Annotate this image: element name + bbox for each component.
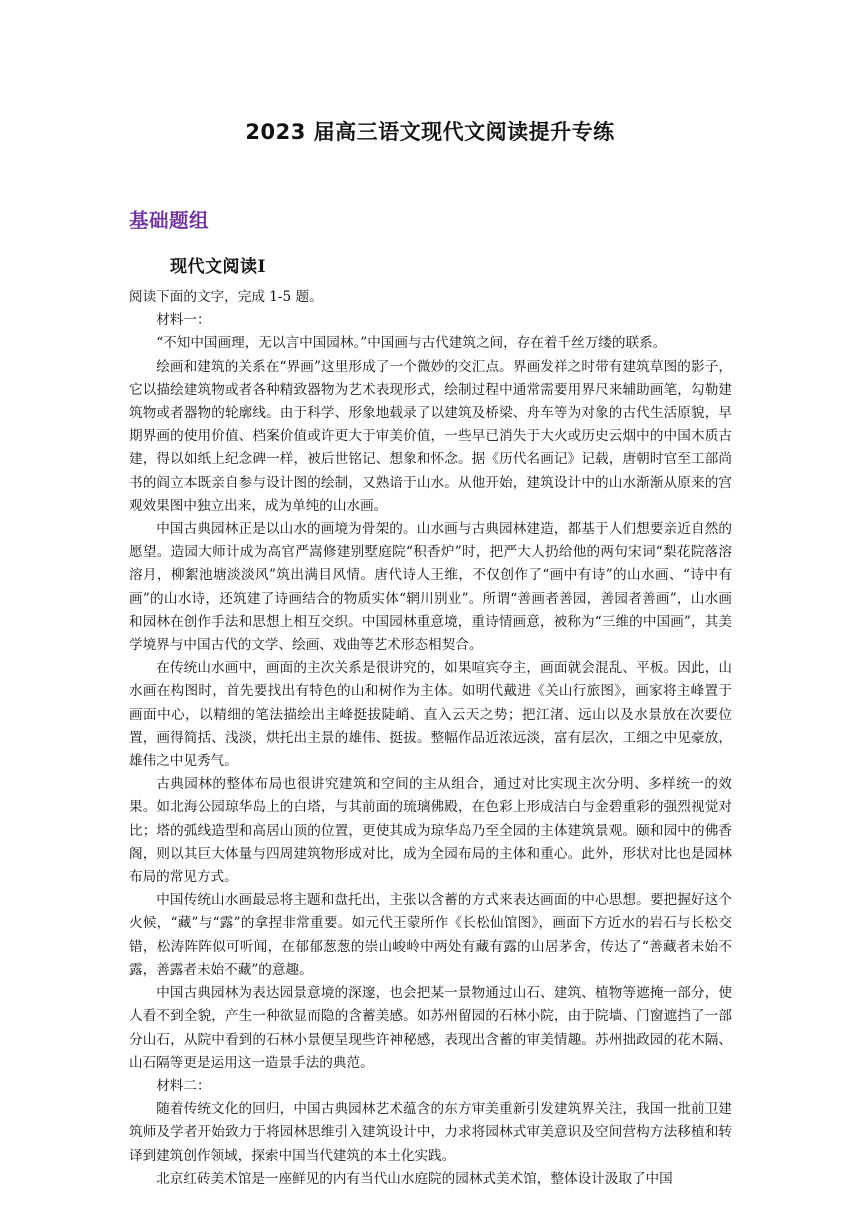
paragraph: 北京红砖美术馆是一座鲜见的内有当代山水庭院的园林式美术馆，整体设计汲取了中国 bbox=[156, 1170, 673, 1187]
paragraph: “不知中国画理，无以言中国园林。”中国画与古代建筑之间，存在着千丝万缕的联系。 bbox=[156, 335, 667, 352]
material-two-label: 材料二： bbox=[156, 1077, 211, 1094]
paragraph: 随着传统文化的回归，中国古典园林艺术蕴含的东方审美重新引发建筑界关注，我国一批前卫建筑师及学者开始致力于将园林思维引入建筑设计中，力求将园林式审美意识及空间营构方法移植和转译到建筑创作领域，探索中国当代建筑的本土化实践。 bbox=[129, 1101, 732, 1164]
section-heading: 基础题组 bbox=[129, 209, 210, 232]
paragraph: 古典园林的整体布局也很讲究建筑和空间的主从组合，通过对比实现主次分明、多样统一的效果。如北海公园琼华岛上的白塔，与其前面的琉璃佛殿，在色彩上形成洁白与金碧重彩的强烈视觉对比；塔的弧线造型和高居山顶的位置，更使其成为琼华岛乃至全园的主体建筑景观。颐和园中的佛香阁，则以其巨大体量与四周建筑物形成对比，成为全园布局的主体和重心。此外，形状对比也是园林布局的常见方式。 bbox=[129, 776, 732, 886]
paragraph: 绘画和建筑的关系在“界画”这里形成了一个微妙的交汇点。界画发祥之时带有建筑草图的影子，它以描绘建筑物或者各种精致器物为艺术表现形式，绘制过程中通常需要用界尺来辅助画笔，勾勒建筑物或者器物的轮廓线。由于科学、形象地载录了以建筑及桥梁、舟车等为对象的古代生活原貌，早期界画的使用价值、档案价值或许更大于审美价值，一些早已消失于大火或历史云烟中的中国木质古建，得以如纸上纪念碑一样，被后世铭记、想象和怀念。据《历代名画记》记载，唐朝时官至工部尚书的阎立本既亲自参与设计图的绘制，又熟谙于山水。从他开始，建筑设计中的山水渐渐从原来的宫观效果图中独立出来，成为单纯的山水画。 bbox=[129, 358, 732, 514]
paragraph: 中国传统山水画最忌将主题和盘托出，主张以含蓄的方式来表达画面的中心思想。要把握好这个火候，“藏”与“露”的拿捏非常重要。如元代王蒙所作《长松仙馆图》，画面下方近水的岩石与长松交错，松涛阵阵似可听闻，在郁郁葱葱的崇山峻岭中两处有藏有露的山居茅舍，传达了“善藏者未始不露，善露者未始不藏”的意趣。 bbox=[129, 892, 732, 978]
sub-heading: 现代文阅读Ⅰ bbox=[170, 257, 266, 277]
article-body bbox=[129, 286, 732, 1191]
paragraph: 中国古典园林正是以山水的画境为骨架的。山水画与古典园林建造，都基于人们想要亲近自然的愿望。造园大师计成为高官严嵩修建别墅庭院“积香炉”时，把严大人扔给他的两句宋词“梨花院落溶溶月，柳絮池塘淡淡风”筑出满目风情。唐代诗人王维，不仅创作了“画中有诗”的山水画、“诗中有画”的山水诗，还筑建了诗画结合的物质实体“辋川别业”。所谓“善画者善园，善园者善画”，山水画和园林在创作手法和思想上相互交织。中国园林重意境，重诗情画意，被称为“三维的中国画”，其美学境界与中国古代的文学、绘画、戏曲等艺术形态相契合。 bbox=[129, 521, 732, 654]
document-title: 2023 届高三语文现代文阅读提升专练 bbox=[245, 120, 615, 144]
paragraph: 在传统山水画中，画面的主次关系是很讲究的，如果喧宾夺主，画面就会混乱、平板。因此，山水画在构图时，首先要找出有特色的山和树作为主体。如明代戴进《关山行旅图》，画家将主峰置于画面中心，以精细的笔法描绘出主峰挺拔陡峭、直入云天之势；把江渚、远山以及水景放在次要位置，画得简括、浅淡，烘托出主景的雄伟、挺拔。整幅作品近浓远淡，富有层次，工细之中见豪放，雄伟之中见秀气。 bbox=[129, 660, 732, 770]
material-one-label: 材料一： bbox=[156, 312, 211, 329]
paragraph: 中国古典园林为表达园景意境的深邃，也会把某一景物通过山石、建筑、植物等遮掩一部分，使人看不到全貌，产生一种欲显而隐的含蓄美感。如苏州留园的石林小院，由于院墙、门窗遮挡了一部分山石，从院中看到的石林小景便呈现些许神秘感，表现出含蓄的审美情趣。苏州拙政园的花木隔、山石隔等更是运用这一造景手法的典范。 bbox=[129, 985, 732, 1071]
instruction-text: 阅读下面的文字，完成 1-5 题。 bbox=[129, 289, 323, 305]
